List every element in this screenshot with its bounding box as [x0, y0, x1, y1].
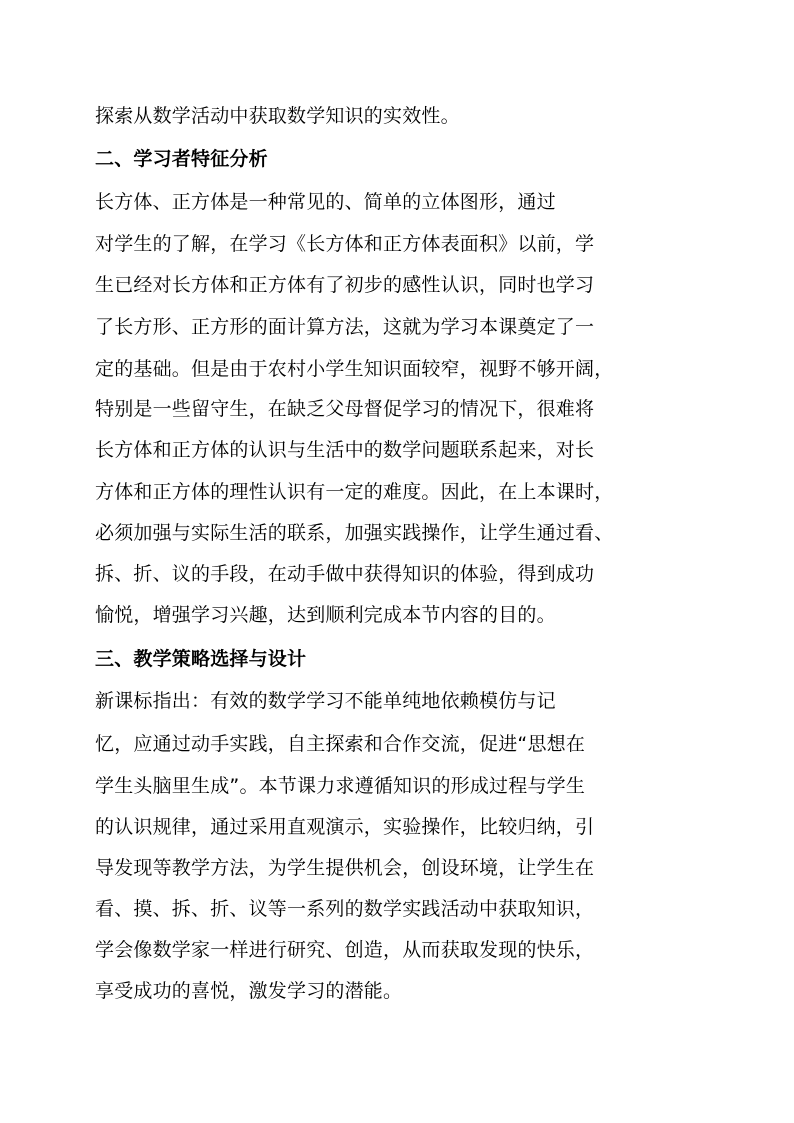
body-text-line: 享受成功的喜悦，激发学习的潜能。 — [95, 980, 403, 1002]
body-text-line: 学生头脑里生成”。本节课力求遵循知识的形成过程与学生 — [95, 775, 586, 797]
body-text-line: 特别是一些留守生，在缺乏父母督促学习的情况下，很难将 — [95, 398, 595, 420]
body-text-line: 导发现等教学方法，为学生提供机会，创设环境，让学生在 — [95, 857, 595, 879]
body-text-line: 拆、折、议的手段，在动手做中获得知识的体验，得到成功 — [95, 563, 595, 585]
body-text-line: 愉悦，增强学习兴趣，达到顺利完成本节内容的目的。 — [95, 604, 556, 626]
body-text-line: 了长方形、正方形的面计算方法，这就为学习本课奠定了一 — [95, 316, 595, 338]
body-text-line: 忆，应通过动手实践，自主探索和合作交流，促进“思想在 — [95, 733, 586, 755]
body-text-line: 的认识规律，通过采用直观演示，实验操作，比较归纳，引 — [95, 816, 595, 838]
body-text-line: 对学生的了解，在学习《长方体和正方体表面积》以前，学 — [95, 233, 595, 255]
body-text-line: 新课标指出：有效的数学学习不能单纯地依赖模仿与记 — [95, 690, 556, 712]
body-text-line: 看、摸、拆、折、议等一系列的数学实践活动中获取知识， — [95, 898, 595, 920]
section-heading: 二、学习者特征分析 — [95, 148, 268, 170]
body-text-line: 长方体、正方体是一种常见的、简单的立体图形，通过 — [95, 191, 556, 213]
body-text-line: 定的基础。但是由于农村小学生知识面较窄，视野不够开阔， — [95, 358, 614, 380]
body-text-line: 方体和正方体的理性认识有一定的难度。因此，在上本课时， — [95, 481, 614, 503]
body-text-line: 生已经对长方体和正方体有了初步的感性认识，同时也学习 — [95, 274, 595, 296]
body-text-line: 探索从数学活动中获取数学知识的实效性。 — [95, 105, 460, 127]
body-text-line: 长方体和正方体的认识与生活中的数学问题联系起来，对长 — [95, 439, 595, 461]
section-heading: 三、教学策略选择与设计 — [95, 648, 307, 670]
body-text-line: 学会像数学家一样进行研究、创造，从而获取发现的快乐， — [95, 939, 595, 961]
body-text-line: 必须加强与实际生活的联系，加强实践操作，让学生通过看、 — [95, 522, 614, 544]
